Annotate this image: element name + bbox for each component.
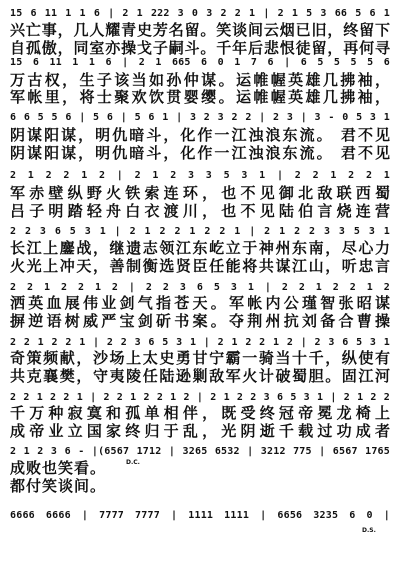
- lyric-line-2b: 军帐里，将士聚欢饮贯婴缨。运帷幄英雄几拂袖，: [10, 89, 390, 106]
- lyric-line-6a: 洒英血展伟业剑气指苍天。军帐内公瑾智张昭谋: [10, 295, 390, 312]
- notation-line-4: 2 1 2 2 1 2 | 2 1 2 3 3 5 3 1 | 2 2 1 2 2 1: [10, 170, 390, 181]
- notation-line-1: 15 6 11 1 1 6 | 2 1 222 3 0 3 2 2 1 | 2 1 5 3 66 5 6 1: [10, 8, 390, 19]
- notation-line-8: 2 2 1 2 2 1 | 2 2 1 2 2 1 2 | 2 1 2 2 3 6 5 3 1 | 2 1 2 2: [10, 392, 390, 403]
- notation-line-5: 2 2 3 6 5 3 1 | 2 1 2 2 1 2 2 1 | 2 1 2 2 3 3 5 3 1: [10, 226, 390, 237]
- notation-line-10: 6666 6666 | 7777 7777 | 1111 1111 | 6656 3235 6 0 |: [10, 510, 390, 521]
- notation-line-6: 2 2 1 2 2 1 2 | 2 2 3 6 5 3 1 | 2 2 1 2 2 1 2: [10, 282, 390, 293]
- lyric-line-9b: 都付笑谈间。: [10, 478, 107, 495]
- notation-line-2: 15 6 11 1 1 6 | 2 1 665 6 0 1 7 6 | 6 5 5 5 5 6: [10, 57, 390, 68]
- lyric-line-4a: 军赤壁纵野火铁索连环，也不见御北敌联西蜀: [10, 185, 390, 202]
- notation-line-9: 2 1 2 3 6 - |(6567 1712 | 3265 6532 | 3212 775 | 6567 1765: [10, 446, 390, 457]
- lyric-line-1a: 兴亡事，几人耀青史芳名留。笑谈间云烟已旧，终留下: [10, 22, 390, 39]
- lyric-line-7b: 共克襄樊，守夷陵任陆逊剿敌军火计破蜀胆。固江河: [10, 368, 390, 385]
- lyric-line-9a: 成败也笑看。: [10, 460, 107, 477]
- lyric-line-5b: 火光上冲天，善制衡选贤臣任能将共谋江山，听忠言: [10, 258, 390, 275]
- lyric-line-3b: 阴谋阳谋，明仇暗斗，化作一江浊浪东流。 君不见: [10, 145, 390, 162]
- lyric-line-8a: 千万种寂寞和孤单相伴，既受终冠帝冕龙椅上: [10, 405, 390, 422]
- lyric-line-1b: 自孤傲，同室亦操戈子嗣斗。千年后悲恨徒留，再何寻: [10, 40, 390, 57]
- notation-line-3: 6 6 5 5 6 | 5 6 | 5 6 1 | 3 2 3 2 2 | 2 3 | 3 - 0 5 3 1: [10, 112, 390, 123]
- da-capo-mark: D.C.: [126, 459, 140, 466]
- lyric-line-7a: 奇策频献，沙场上太史勇甘宁霸一骑当十千，纵使有: [10, 350, 390, 367]
- lyric-line-6b: 摒逆语树威严宝剑斫书案。夺荆州抗刘备合曹操: [10, 313, 390, 330]
- dal-segno-mark: D.S.: [362, 527, 376, 534]
- lyric-line-3a: 阴谋阳谋，明仇暗斗，化作一江浊浪东流。 君不见: [10, 127, 390, 144]
- lyric-line-2a: 万古权，生子该当如孙仲谋。运帷幄英雄几拂袖，: [10, 72, 390, 89]
- lyric-line-4b: 吕子明踏轻舟白衣渡川，也不见陆伯言烧连营: [10, 203, 390, 220]
- lyric-line-5a: 长江上鏖战，继遗志领江东屹立于神州东南，尽心力: [10, 240, 390, 257]
- notation-line-7: 2 2 1 2 2 1 | 2 2 3 6 5 3 1 | 2 1 2 2 1 2 | 2 3 6 5 3 1: [10, 337, 390, 348]
- lyric-line-8b: 成帝业立国家终归于乱，光阴逝千载过功成者: [10, 423, 390, 440]
